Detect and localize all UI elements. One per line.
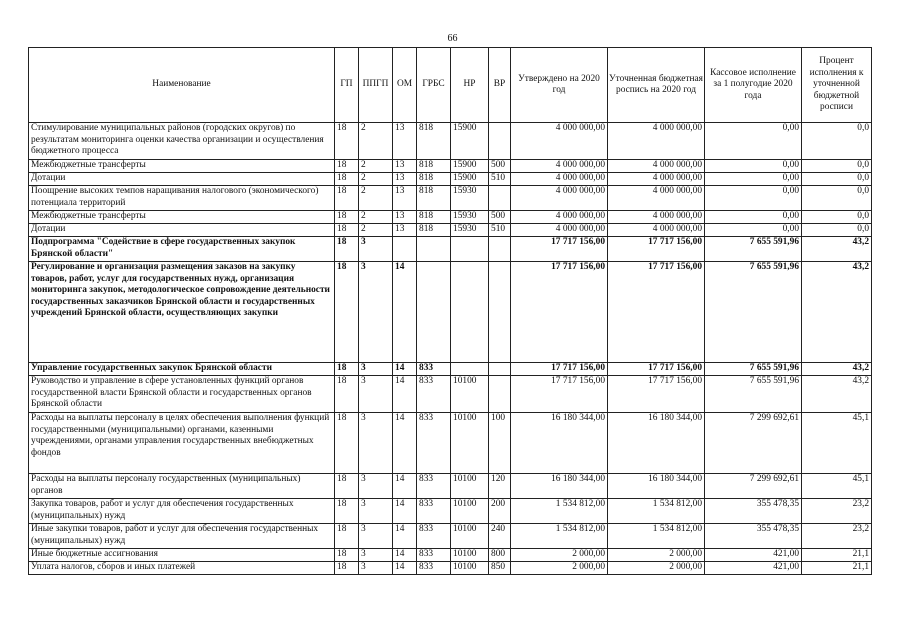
grbs-cell: 833 [417, 524, 451, 549]
gp-cell: 18 [335, 413, 359, 474]
percent-cell: 0,0 [802, 160, 872, 173]
grbs-cell: 833 [417, 549, 451, 562]
om-cell [393, 237, 417, 262]
gp-cell: 18 [335, 499, 359, 524]
percent-cell: 0,0 [802, 224, 872, 237]
vr-cell: 240 [489, 524, 511, 549]
table-body [29, 123, 872, 575]
gp-cell: 18 [335, 211, 359, 224]
grbs-cell [417, 262, 451, 363]
grbs-cell: 833 [417, 413, 451, 474]
cash-cell: 0,00 [705, 224, 802, 237]
approved-cell: 2 000,00 [511, 562, 608, 575]
ppgp-cell: 2 [359, 173, 393, 186]
ppgp-cell: 2 [359, 224, 393, 237]
name-cell: Межбюджетные трансферты [29, 211, 335, 224]
om-cell: 14 [393, 474, 417, 499]
vr-cell: 120 [489, 474, 511, 499]
table-row [29, 413, 872, 474]
vr-cell: 500 [489, 160, 511, 173]
refined-cell: 16 180 344,00 [608, 474, 705, 499]
approved-cell: 17 717 156,00 [511, 363, 608, 376]
np-cell: 10100 [451, 524, 489, 549]
gp-cell: 18 [335, 224, 359, 237]
ppgp-cell: 3 [359, 524, 393, 549]
np-cell: 15900 [451, 160, 489, 173]
cash-cell: 7 655 591,96 [705, 363, 802, 376]
name-cell: Расходы на выплаты персоналу в целях обеспечения выполнения функций государственными (муниципальными) органами, казенными учреждениями, органами управления государственных внебюджетных фондов [29, 413, 335, 474]
cash-cell: 355 478,35 [705, 524, 802, 549]
gp-cell: 18 [335, 363, 359, 376]
header-ppgp: ППГП [359, 48, 393, 123]
name-cell: Регулирование и организация размещения заказов на закупку товаров, работ, услуг для государственных нужд, организация мониторинга закупок, методологическое сопровождение деятельности государственных заказчиков Брянской области и государственных учреждений Брянской области, осуществляющих закупки [29, 262, 335, 363]
cash-cell: 355 478,35 [705, 499, 802, 524]
grbs-cell: 833 [417, 499, 451, 524]
om-cell: 13 [393, 211, 417, 224]
table-row [29, 376, 872, 413]
om-cell: 14 [393, 524, 417, 549]
vr-cell: 500 [489, 211, 511, 224]
cash-cell: 7 299 692,61 [705, 474, 802, 499]
np-cell [451, 237, 489, 262]
refined-cell: 4 000 000,00 [608, 173, 705, 186]
name-cell: Руководство и управление в сфере установленных функций органов государственной власти Брянской области и государственных органов Брянской области [29, 376, 335, 413]
approved-cell: 4 000 000,00 [511, 123, 608, 160]
ppgp-cell: 3 [359, 237, 393, 262]
om-cell: 14 [393, 549, 417, 562]
name-cell: Дотации [29, 173, 335, 186]
np-cell: 10100 [451, 474, 489, 499]
vr-cell: 510 [489, 173, 511, 186]
table-row [29, 224, 872, 237]
gp-cell: 18 [335, 237, 359, 262]
grbs-cell: 833 [417, 474, 451, 499]
np-cell: 10100 [451, 376, 489, 413]
cash-cell: 0,00 [705, 186, 802, 211]
ppgp-cell: 3 [359, 413, 393, 474]
gp-cell: 18 [335, 123, 359, 160]
name-cell: Межбюджетные трансферты [29, 160, 335, 173]
approved-cell: 1 534 812,00 [511, 499, 608, 524]
name-cell: Уплата налогов, сборов и иных платежей [29, 562, 335, 575]
np-cell: 15930 [451, 224, 489, 237]
name-cell: Дотации [29, 224, 335, 237]
refined-cell: 17 717 156,00 [608, 237, 705, 262]
om-cell: 13 [393, 173, 417, 186]
percent-cell: 0,0 [802, 186, 872, 211]
vr-cell [489, 186, 511, 211]
refined-cell: 17 717 156,00 [608, 262, 705, 363]
ppgp-cell: 2 [359, 123, 393, 160]
grbs-cell [417, 237, 451, 262]
header-approved: Утверждено на 2020 год [511, 48, 608, 123]
approved-cell: 16 180 344,00 [511, 413, 608, 474]
om-cell: 13 [393, 224, 417, 237]
refined-cell: 16 180 344,00 [608, 413, 705, 474]
refined-cell: 17 717 156,00 [608, 363, 705, 376]
table-row [29, 499, 872, 524]
header-om: ОМ [393, 48, 417, 123]
gp-cell: 18 [335, 262, 359, 363]
grbs-cell: 833 [417, 363, 451, 376]
refined-cell: 4 000 000,00 [608, 186, 705, 211]
om-cell: 14 [393, 499, 417, 524]
cash-cell: 0,00 [705, 123, 802, 160]
grbs-cell: 818 [417, 160, 451, 173]
gp-cell: 18 [335, 562, 359, 575]
cash-cell: 0,00 [705, 173, 802, 186]
cash-cell: 421,00 [705, 549, 802, 562]
om-cell: 14 [393, 363, 417, 376]
gp-cell: 18 [335, 549, 359, 562]
table-row [29, 173, 872, 186]
grbs-cell: 818 [417, 211, 451, 224]
ppgp-cell: 2 [359, 160, 393, 173]
om-cell: 13 [393, 160, 417, 173]
percent-cell: 23,2 [802, 499, 872, 524]
ppgp-cell: 3 [359, 376, 393, 413]
refined-cell: 1 534 812,00 [608, 499, 705, 524]
approved-cell: 4 000 000,00 [511, 211, 608, 224]
approved-cell: 17 717 156,00 [511, 376, 608, 413]
percent-cell: 0,0 [802, 211, 872, 224]
approved-cell: 1 534 812,00 [511, 524, 608, 549]
vr-cell: 510 [489, 224, 511, 237]
grbs-cell: 818 [417, 186, 451, 211]
approved-cell: 17 717 156,00 [511, 262, 608, 363]
cash-cell: 7 299 692,61 [705, 413, 802, 474]
table-row [29, 549, 872, 562]
percent-cell: 0,0 [802, 123, 872, 160]
gp-cell: 18 [335, 160, 359, 173]
grbs-cell: 818 [417, 224, 451, 237]
header-name: Наименование [29, 48, 335, 123]
approved-cell: 4 000 000,00 [511, 224, 608, 237]
gp-cell: 18 [335, 474, 359, 499]
table-row [29, 160, 872, 173]
grbs-cell: 818 [417, 123, 451, 160]
table-row [29, 123, 872, 160]
ppgp-cell: 3 [359, 562, 393, 575]
table-row [29, 186, 872, 211]
cash-cell: 7 655 591,96 [705, 376, 802, 413]
vr-cell: 200 [489, 499, 511, 524]
grbs-cell: 833 [417, 562, 451, 575]
om-cell: 13 [393, 186, 417, 211]
grbs-cell: 818 [417, 173, 451, 186]
refined-cell: 4 000 000,00 [608, 211, 705, 224]
approved-cell: 2 000,00 [511, 549, 608, 562]
gp-cell: 18 [335, 186, 359, 211]
name-cell: Иные закупки товаров, работ и услуг для обеспечения государственных (муниципальных) нужд [29, 524, 335, 549]
header-percent: Процент исполнения к уточненной бюджетной росписи [802, 48, 872, 123]
np-cell [451, 262, 489, 363]
table-row [29, 524, 872, 549]
ppgp-cell: 3 [359, 549, 393, 562]
np-cell: 15930 [451, 211, 489, 224]
name-cell: Расходы на выплаты персоналу государственных (муниципальных) органов [29, 474, 335, 499]
refined-cell: 4 000 000,00 [608, 224, 705, 237]
approved-cell: 4 000 000,00 [511, 186, 608, 211]
percent-cell: 43,2 [802, 363, 872, 376]
header-vr: ВР [489, 48, 511, 123]
table-row [29, 211, 872, 224]
name-cell: Подпрограмма "Содействие в сфере государственных закупок Брянской области" [29, 237, 335, 262]
percent-cell: 43,2 [802, 262, 872, 363]
vr-cell: 100 [489, 413, 511, 474]
om-cell: 14 [393, 262, 417, 363]
table-row [29, 363, 872, 376]
cash-cell: 7 655 591,96 [705, 237, 802, 262]
vr-cell [489, 262, 511, 363]
np-cell [451, 363, 489, 376]
np-cell: 10100 [451, 499, 489, 524]
budget-execution-table [28, 47, 872, 575]
om-cell: 13 [393, 123, 417, 160]
ppgp-cell: 2 [359, 186, 393, 211]
page-number: 66 [447, 33, 458, 44]
table-row [29, 262, 872, 363]
percent-cell: 43,2 [802, 237, 872, 262]
cash-cell: 0,00 [705, 211, 802, 224]
table-row [29, 237, 872, 262]
percent-cell: 21,1 [802, 549, 872, 562]
cash-cell: 421,00 [705, 562, 802, 575]
ppgp-cell: 3 [359, 499, 393, 524]
om-cell: 14 [393, 562, 417, 575]
refined-cell: 17 717 156,00 [608, 376, 705, 413]
table-row [29, 562, 872, 575]
percent-cell: 45,1 [802, 413, 872, 474]
percent-cell: 45,1 [802, 474, 872, 499]
refined-cell: 1 534 812,00 [608, 524, 705, 549]
gp-cell: 18 [335, 173, 359, 186]
header-gp: ГП [335, 48, 359, 123]
name-cell: Стимулирование муниципальных районов (городских округов) по результатам мониторинга оценки качества организации и осуществления бюджетного процесса [29, 123, 335, 160]
vr-cell: 850 [489, 562, 511, 575]
np-cell: 15930 [451, 186, 489, 211]
vr-cell: 800 [489, 549, 511, 562]
np-cell: 10100 [451, 413, 489, 474]
grbs-cell: 833 [417, 376, 451, 413]
refined-cell: 2 000,00 [608, 562, 705, 575]
name-cell: Иные бюджетные ассигнования [29, 549, 335, 562]
ppgp-cell: 3 [359, 474, 393, 499]
table-header-row [29, 48, 872, 123]
percent-cell: 0,0 [802, 173, 872, 186]
np-cell: 15900 [451, 173, 489, 186]
om-cell: 14 [393, 376, 417, 413]
gp-cell: 18 [335, 524, 359, 549]
header-cash: Кассовое исполнение за 1 полугодие 2020 года [705, 48, 802, 123]
vr-cell [489, 123, 511, 160]
name-cell: Закупка товаров, работ и услуг для обеспечения государственных (муниципальных) нужд [29, 499, 335, 524]
vr-cell [489, 376, 511, 413]
header-refined: Уточненная бюджетная роспись на 2020 год [608, 48, 705, 123]
ppgp-cell: 3 [359, 262, 393, 363]
refined-cell: 4 000 000,00 [608, 160, 705, 173]
refined-cell: 4 000 000,00 [608, 123, 705, 160]
approved-cell: 4 000 000,00 [511, 173, 608, 186]
np-cell: 10100 [451, 562, 489, 575]
table-row [29, 474, 872, 499]
percent-cell: 21,1 [802, 562, 872, 575]
om-cell: 14 [393, 413, 417, 474]
header-np: НР [451, 48, 489, 123]
header-grbs: ГРБС [417, 48, 451, 123]
percent-cell: 43,2 [802, 376, 872, 413]
approved-cell: 17 717 156,00 [511, 237, 608, 262]
cash-cell: 7 655 591,96 [705, 262, 802, 363]
cash-cell: 0,00 [705, 160, 802, 173]
ppgp-cell: 2 [359, 211, 393, 224]
vr-cell [489, 363, 511, 376]
name-cell: Управление государственных закупок Брянской области [29, 363, 335, 376]
gp-cell: 18 [335, 376, 359, 413]
name-cell: Поощрение высоких темпов наращивания налогового (экономического) потенциала территорий [29, 186, 335, 211]
vr-cell [489, 237, 511, 262]
approved-cell: 16 180 344,00 [511, 474, 608, 499]
percent-cell: 23,2 [802, 524, 872, 549]
ppgp-cell: 3 [359, 363, 393, 376]
np-cell: 10100 [451, 549, 489, 562]
approved-cell: 4 000 000,00 [511, 160, 608, 173]
refined-cell: 2 000,00 [608, 549, 705, 562]
np-cell: 15900 [451, 123, 489, 160]
